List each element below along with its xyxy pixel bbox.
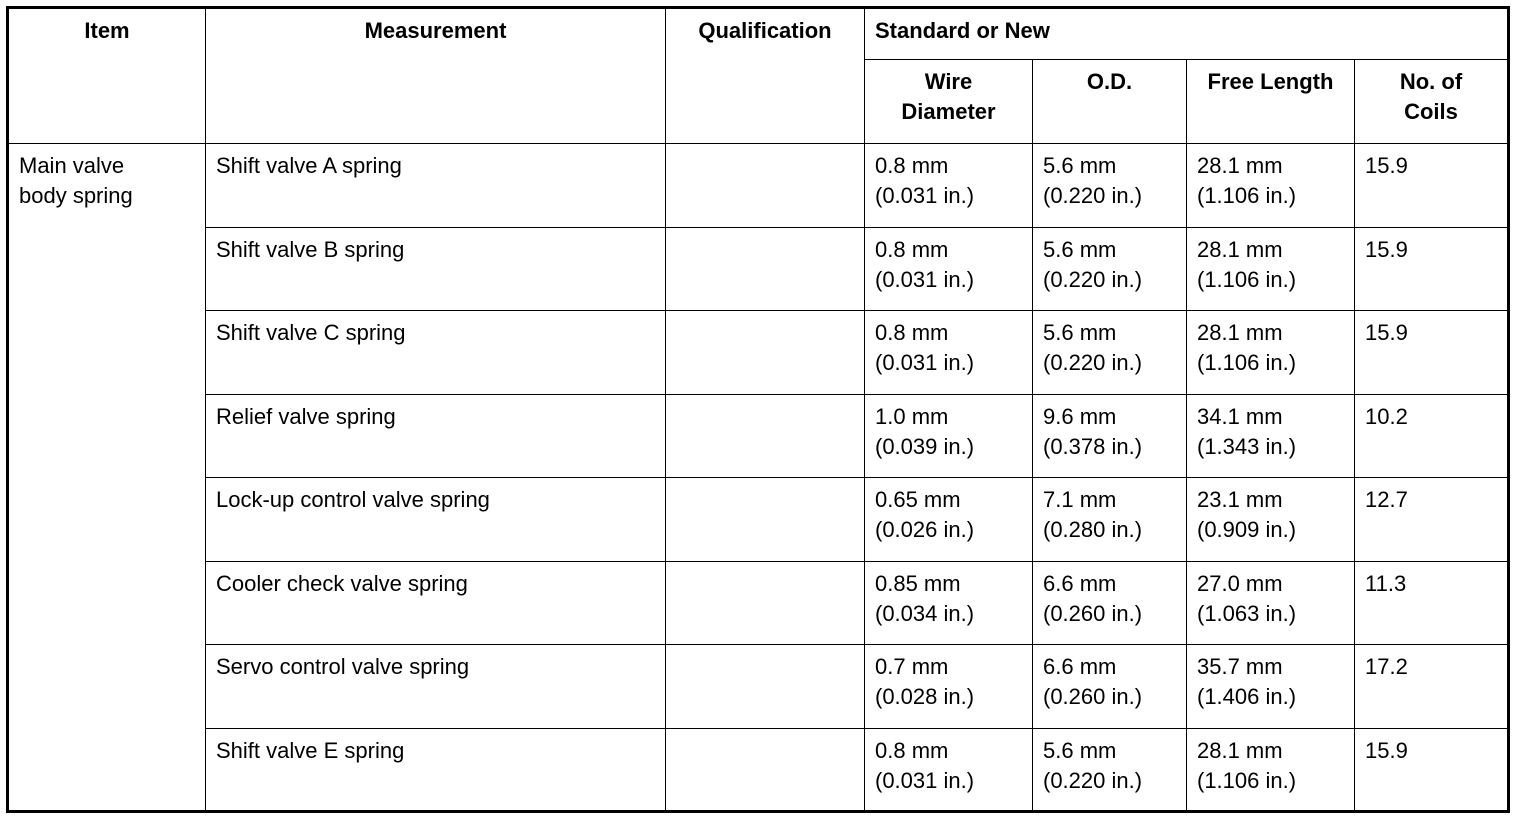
coils-cell: 10.2 — [1355, 394, 1509, 478]
od-cell — [1033, 311, 1187, 395]
free-length-cell-imperial: (1.406 in.) — [1197, 684, 1297, 709]
free-length-cell-imperial: (1.063 in.) — [1197, 600, 1297, 626]
header-wire-diameter-line2: Diameter — [901, 99, 996, 124]
wire-diameter-cell — [865, 311, 1033, 395]
free-length-cell-imperial: (1.106 in.) — [1197, 266, 1297, 292]
qualification-cell — [666, 144, 865, 228]
measurement-cell: Relief valve spring — [206, 394, 666, 478]
header-row-top — [8, 8, 1509, 60]
header-qualification: Qualification — [666, 8, 865, 144]
od-cell-imperial: (0.260 in.) — [1043, 684, 1143, 709]
qualification-cell — [666, 227, 865, 311]
od-cell-imperial: (0.220 in.) — [1043, 767, 1143, 793]
table-row — [8, 144, 1509, 228]
od-cell-imperial: (0.220 in.) — [1043, 183, 1143, 208]
coils-cell: 15.9 — [1355, 728, 1509, 812]
od-cell — [1033, 561, 1187, 645]
wire-diameter-cell-metric: 0.8 mm — [875, 320, 949, 345]
od-cell-metric: 5.6 mm — [1043, 236, 1117, 262]
free-length-cell — [1187, 311, 1355, 395]
wire-diameter-cell — [865, 394, 1033, 478]
wire-diameter-cell-imperial: (0.031 in.) — [875, 350, 975, 375]
od-cell — [1033, 144, 1187, 228]
free-length-cell-metric: 23.1 mm — [1197, 487, 1283, 512]
od-cell-imperial: (0.260 in.) — [1043, 600, 1143, 626]
wire-diameter-cell — [865, 144, 1033, 228]
od-cell-metric: 6.6 mm — [1043, 570, 1117, 596]
od-cell-imperial: (0.378 in.) — [1043, 433, 1143, 459]
free-length-cell — [1187, 144, 1355, 228]
measurement-cell: Shift valve B spring — [206, 227, 666, 311]
wire-diameter-cell-metric: 0.7 mm — [875, 654, 949, 679]
od-cell-metric: 5.6 mm — [1043, 153, 1117, 178]
free-length-cell-metric: 28.1 mm — [1197, 737, 1283, 763]
spring-specification-table — [6, 6, 1510, 813]
free-length-cell — [1187, 561, 1355, 645]
header-coils-line2: Coils — [1404, 99, 1458, 124]
measurement-cell: Cooler check valve spring — [206, 561, 666, 645]
od-cell — [1033, 478, 1187, 562]
wire-diameter-cell — [865, 645, 1033, 729]
qualification-cell — [666, 311, 865, 395]
od-cell — [1033, 227, 1187, 311]
coils-cell: 12.7 — [1355, 478, 1509, 562]
header-measurement: Measurement — [206, 8, 666, 144]
od-cell-metric: 5.6 mm — [1043, 737, 1117, 763]
coils-cell: 17.2 — [1355, 645, 1509, 729]
free-length-cell-imperial: (1.106 in.) — [1197, 183, 1297, 208]
measurement-cell: Shift valve A spring — [206, 144, 666, 228]
wire-diameter-cell-imperial: (0.026 in.) — [875, 517, 975, 542]
od-cell-imperial: (0.220 in.) — [1043, 350, 1143, 375]
qualification-cell — [666, 728, 865, 812]
free-length-cell-metric: 28.1 mm — [1197, 236, 1283, 262]
od-cell-metric: 5.6 mm — [1043, 320, 1117, 345]
wire-diameter-cell-imperial: (0.031 in.) — [875, 266, 975, 292]
qualification-cell — [666, 394, 865, 478]
wire-diameter-cell-imperial: (0.031 in.) — [875, 767, 975, 793]
wire-diameter-cell — [865, 728, 1033, 812]
qualification-cell — [666, 645, 865, 729]
wire-diameter-cell-imperial: (0.039 in.) — [875, 433, 975, 459]
wire-diameter-cell — [865, 478, 1033, 562]
table-row — [8, 645, 1509, 729]
free-length-cell — [1187, 478, 1355, 562]
wire-diameter-cell-metric: 0.65 mm — [875, 487, 961, 512]
free-length-cell-metric: 28.1 mm — [1197, 153, 1283, 178]
item-label-line1: Main valve — [19, 153, 125, 178]
measurement-cell: Lock-up control valve spring — [206, 478, 666, 562]
header-wire-diameter — [865, 60, 1033, 144]
wire-diameter-cell-imperial: (0.028 in.) — [875, 684, 975, 709]
od-cell — [1033, 645, 1187, 729]
item-cell — [8, 144, 206, 812]
free-length-cell — [1187, 394, 1355, 478]
coils-cell: 15.9 — [1355, 311, 1509, 395]
wire-diameter-cell-metric: 0.8 mm — [875, 737, 949, 763]
coils-cell: 15.9 — [1355, 144, 1509, 228]
measurement-cell: Servo control valve spring — [206, 645, 666, 729]
free-length-cell-imperial: (0.909 in.) — [1197, 517, 1297, 542]
table-row — [8, 227, 1509, 311]
header-free-length: Free Length — [1187, 60, 1355, 144]
table-row — [8, 394, 1509, 478]
wire-diameter-cell-metric: 0.8 mm — [875, 153, 949, 178]
table-row — [8, 311, 1509, 395]
table-row — [8, 478, 1509, 562]
coils-cell: 15.9 — [1355, 227, 1509, 311]
wire-diameter-cell-metric: 0.85 mm — [875, 570, 961, 596]
od-cell — [1033, 394, 1187, 478]
od-cell-imperial: (0.280 in.) — [1043, 517, 1143, 542]
wire-diameter-cell-imperial: (0.034 in.) — [875, 600, 975, 626]
qualification-cell — [666, 561, 865, 645]
wire-diameter-cell-metric: 1.0 mm — [875, 403, 949, 429]
item-label-line2: body spring — [19, 183, 133, 208]
wire-diameter-cell-imperial: (0.031 in.) — [875, 183, 975, 208]
od-cell-metric: 7.1 mm — [1043, 487, 1117, 512]
free-length-cell — [1187, 227, 1355, 311]
header-coils-line1: No. of — [1399, 69, 1463, 94]
table-row — [8, 561, 1509, 645]
header-standard-or-new: Standard or New — [865, 8, 1509, 60]
free-length-cell-imperial: (1.343 in.) — [1197, 433, 1297, 459]
wire-diameter-cell-metric: 0.8 mm — [875, 236, 949, 262]
qualification-cell — [666, 478, 865, 562]
header-od: O.D. — [1033, 60, 1187, 144]
free-length-cell-metric: 27.0 mm — [1197, 570, 1283, 596]
free-length-cell-metric: 35.7 mm — [1197, 654, 1283, 679]
free-length-cell-metric: 28.1 mm — [1197, 320, 1283, 345]
free-length-cell — [1187, 728, 1355, 812]
od-cell-imperial: (0.220 in.) — [1043, 266, 1143, 292]
header-item: Item — [8, 8, 206, 144]
measurement-cell: Shift valve E spring — [206, 728, 666, 812]
od-cell-metric: 6.6 mm — [1043, 654, 1117, 679]
header-wire-diameter-line1: Wire — [924, 69, 973, 94]
measurement-cell: Shift valve C spring — [206, 311, 666, 395]
od-cell-metric: 9.6 mm — [1043, 403, 1117, 429]
header-coils — [1355, 60, 1509, 144]
wire-diameter-cell — [865, 227, 1033, 311]
od-cell — [1033, 728, 1187, 812]
free-length-cell — [1187, 645, 1355, 729]
free-length-cell-imperial: (1.106 in.) — [1197, 767, 1297, 793]
table-row — [8, 728, 1509, 812]
wire-diameter-cell — [865, 561, 1033, 645]
coils-cell: 11.3 — [1355, 561, 1509, 645]
free-length-cell-metric: 34.1 mm — [1197, 403, 1283, 429]
free-length-cell-imperial: (1.106 in.) — [1197, 350, 1297, 375]
